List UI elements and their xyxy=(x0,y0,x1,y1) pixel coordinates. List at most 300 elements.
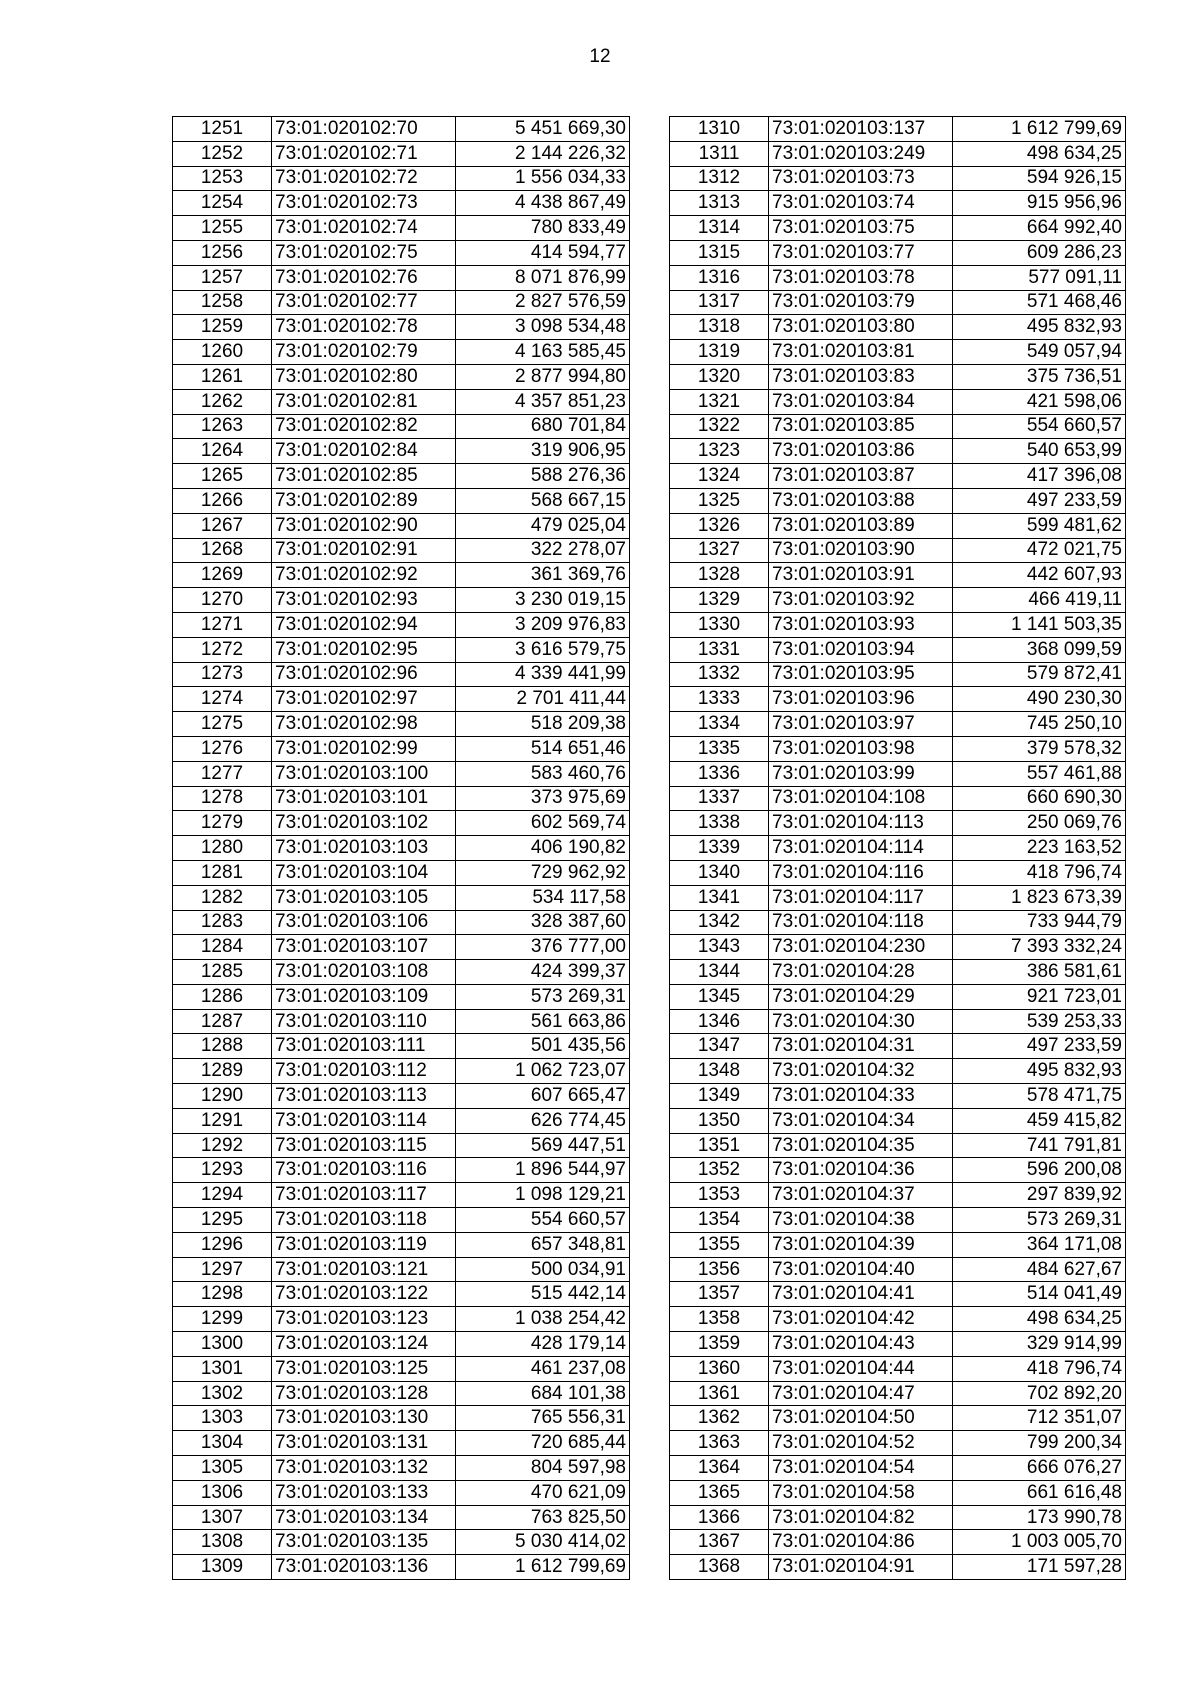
cadastral-number-cell: 73:01:020102:78 xyxy=(272,315,456,340)
table-row xyxy=(670,464,1126,489)
row-number-cell: 1297 xyxy=(173,1257,272,1282)
table-row xyxy=(173,761,630,786)
cadastral-value-cell: 609 286,23 xyxy=(953,240,1126,265)
cadastral-value-cell: 4 163 585,45 xyxy=(456,340,630,365)
table-row xyxy=(173,1356,630,1381)
row-number-cell: 1299 xyxy=(173,1307,272,1332)
table-row xyxy=(173,364,630,389)
cadastral-number-cell: 73:01:020102:80 xyxy=(272,364,456,389)
cadastral-number-cell: 73:01:020104:117 xyxy=(769,885,953,910)
table-row xyxy=(670,860,1126,885)
row-number-cell: 1312 xyxy=(670,166,769,191)
cadastral-number-cell: 73:01:020104:116 xyxy=(769,860,953,885)
cadastral-number-cell: 73:01:020103:121 xyxy=(272,1257,456,1282)
row-number-cell: 1289 xyxy=(173,1059,272,1084)
row-number-cell: 1251 xyxy=(173,117,272,142)
cadastral-number-cell: 73:01:020104:31 xyxy=(769,1034,953,1059)
row-number-cell: 1303 xyxy=(173,1406,272,1431)
table-row xyxy=(173,315,630,340)
table-row xyxy=(173,860,630,885)
cadastral-number-cell: 73:01:020103:124 xyxy=(272,1332,456,1357)
cadastral-number-cell: 73:01:020102:74 xyxy=(272,216,456,241)
cadastral-number-cell: 73:01:020104:33 xyxy=(769,1084,953,1109)
cadastral-number-cell: 73:01:020103:107 xyxy=(272,935,456,960)
cadastral-number-cell: 73:01:020103:100 xyxy=(272,761,456,786)
row-number-cell: 1283 xyxy=(173,910,272,935)
row-number-cell: 1287 xyxy=(173,1009,272,1034)
row-number-cell: 1321 xyxy=(670,389,769,414)
table-row xyxy=(670,885,1126,910)
table-row xyxy=(670,1307,1126,1332)
cadastral-number-cell: 73:01:020104:39 xyxy=(769,1232,953,1257)
table-row xyxy=(670,1505,1126,1530)
cadastral-value-cell: 171 597,28 xyxy=(953,1555,1126,1580)
row-number-cell: 1292 xyxy=(173,1133,272,1158)
row-number-cell: 1285 xyxy=(173,960,272,985)
cadastral-number-cell: 73:01:020103:94 xyxy=(769,637,953,662)
table-row xyxy=(670,1431,1126,1456)
row-number-cell: 1354 xyxy=(670,1208,769,1233)
row-number-cell: 1281 xyxy=(173,860,272,885)
table-row xyxy=(173,1431,630,1456)
row-number-cell: 1307 xyxy=(173,1505,272,1530)
cadastral-value-cell: 379 578,32 xyxy=(953,736,1126,761)
row-number-cell: 1368 xyxy=(670,1555,769,1580)
table-row xyxy=(670,1232,1126,1257)
cadastral-number-cell: 73:01:020102:75 xyxy=(272,240,456,265)
cadastral-number-cell: 73:01:020104:58 xyxy=(769,1480,953,1505)
cadastral-value-cell: 322 278,07 xyxy=(456,538,630,563)
cadastral-number-cell: 73:01:020103:77 xyxy=(769,240,953,265)
cadastral-number-cell: 73:01:020103:96 xyxy=(769,687,953,712)
cadastral-number-cell: 73:01:020102:82 xyxy=(272,414,456,439)
row-number-cell: 1304 xyxy=(173,1431,272,1456)
table-row xyxy=(173,340,630,365)
cadastral-value-cell: 497 233,59 xyxy=(953,488,1126,513)
cadastral-number-cell: 73:01:020103:118 xyxy=(272,1208,456,1233)
cadastral-value-cell: 250 069,76 xyxy=(953,811,1126,836)
cadastral-number-cell: 73:01:020103:73 xyxy=(769,166,953,191)
row-number-cell: 1343 xyxy=(670,935,769,960)
cadastral-value-cell: 1 896 544,97 xyxy=(456,1158,630,1183)
table-row xyxy=(173,662,630,687)
cadastral-value-cell: 2 144 226,32 xyxy=(456,141,630,166)
table-row xyxy=(670,191,1126,216)
table-row xyxy=(670,1257,1126,1282)
table-row xyxy=(173,513,630,538)
row-number-cell: 1351 xyxy=(670,1133,769,1158)
table-row xyxy=(670,836,1126,861)
cadastral-value-cell: 554 660,57 xyxy=(953,414,1126,439)
cadastral-number-cell: 73:01:020103:115 xyxy=(272,1133,456,1158)
row-number-cell: 1332 xyxy=(670,662,769,687)
cadastral-value-cell: 594 926,15 xyxy=(953,166,1126,191)
table-row xyxy=(173,1208,630,1233)
cadastral-value-cell: 373 975,69 xyxy=(456,786,630,811)
table-row xyxy=(670,935,1126,960)
row-number-cell: 1319 xyxy=(670,340,769,365)
table-row xyxy=(173,538,630,563)
row-number-cell: 1345 xyxy=(670,984,769,1009)
table-row xyxy=(173,712,630,737)
row-number-cell: 1367 xyxy=(670,1530,769,1555)
cadastral-value-cell: 498 634,25 xyxy=(953,1307,1126,1332)
table-row xyxy=(173,1009,630,1034)
cadastral-number-cell: 73:01:020104:34 xyxy=(769,1108,953,1133)
row-number-cell: 1279 xyxy=(173,811,272,836)
row-number-cell: 1325 xyxy=(670,488,769,513)
cadastral-number-cell: 73:01:020103:74 xyxy=(769,191,953,216)
cadastral-number-cell: 73:01:020102:76 xyxy=(272,265,456,290)
table-row xyxy=(173,1456,630,1481)
cadastral-value-cell: 657 348,81 xyxy=(456,1232,630,1257)
row-number-cell: 1267 xyxy=(173,513,272,538)
table-row xyxy=(173,736,630,761)
cadastral-value-cell: 376 777,00 xyxy=(456,935,630,960)
cadastral-number-cell: 73:01:020103:113 xyxy=(272,1084,456,1109)
row-number-cell: 1264 xyxy=(173,439,272,464)
row-number-cell: 1324 xyxy=(670,464,769,489)
row-number-cell: 1355 xyxy=(670,1232,769,1257)
cadastral-value-cell: 515 442,14 xyxy=(456,1282,630,1307)
cadastral-value-cell: 534 117,58 xyxy=(456,885,630,910)
table-row xyxy=(173,117,630,142)
cadastral-value-cell: 729 962,92 xyxy=(456,860,630,885)
table-row xyxy=(173,1158,630,1183)
cadastral-value-cell: 495 832,93 xyxy=(953,315,1126,340)
cadastral-number-cell: 73:01:020103:125 xyxy=(272,1356,456,1381)
cadastral-number-cell: 73:01:020102:96 xyxy=(272,662,456,687)
row-number-cell: 1334 xyxy=(670,712,769,737)
row-number-cell: 1344 xyxy=(670,960,769,985)
table-row xyxy=(173,265,630,290)
cadastral-number-cell: 73:01:020102:72 xyxy=(272,166,456,191)
table-row xyxy=(173,935,630,960)
row-number-cell: 1333 xyxy=(670,687,769,712)
cadastral-value-cell: 577 091,11 xyxy=(953,265,1126,290)
table-row xyxy=(173,191,630,216)
row-number-cell: 1313 xyxy=(670,191,769,216)
table-row xyxy=(173,885,630,910)
row-number-cell: 1301 xyxy=(173,1356,272,1381)
cadastral-number-cell: 73:01:020104:35 xyxy=(769,1133,953,1158)
cadastral-value-cell: 660 690,30 xyxy=(953,786,1126,811)
cadastral-value-cell: 763 825,50 xyxy=(456,1505,630,1530)
cadastral-value-cell: 1 141 503,35 xyxy=(953,612,1126,637)
table-row xyxy=(670,216,1126,241)
cadastral-number-cell: 73:01:020104:44 xyxy=(769,1356,953,1381)
row-number-cell: 1257 xyxy=(173,265,272,290)
row-number-cell: 1326 xyxy=(670,513,769,538)
row-number-cell: 1262 xyxy=(173,389,272,414)
cadastral-value-cell: 319 906,95 xyxy=(456,439,630,464)
table-row xyxy=(670,1158,1126,1183)
cadastral-value-cell: 368 099,59 xyxy=(953,637,1126,662)
cadastral-value-cell: 406 190,82 xyxy=(456,836,630,861)
cadastral-number-cell: 73:01:020103:249 xyxy=(769,141,953,166)
table-row xyxy=(670,588,1126,613)
row-number-cell: 1272 xyxy=(173,637,272,662)
cadastral-number-cell: 73:01:020103:134 xyxy=(272,1505,456,1530)
cadastral-number-cell: 73:01:020103:97 xyxy=(769,712,953,737)
row-number-cell: 1357 xyxy=(670,1282,769,1307)
table-row xyxy=(670,513,1126,538)
row-number-cell: 1347 xyxy=(670,1034,769,1059)
row-number-cell: 1298 xyxy=(173,1282,272,1307)
row-number-cell: 1322 xyxy=(670,414,769,439)
table-row xyxy=(670,166,1126,191)
row-number-cell: 1356 xyxy=(670,1257,769,1282)
row-number-cell: 1266 xyxy=(173,488,272,513)
cadastral-value-cell: 573 269,31 xyxy=(953,1208,1126,1233)
table-row xyxy=(670,910,1126,935)
table-row xyxy=(670,389,1126,414)
table-row xyxy=(173,984,630,1009)
cadastral-number-cell: 73:01:020103:112 xyxy=(272,1059,456,1084)
table-row xyxy=(670,1108,1126,1133)
cadastral-number-cell: 73:01:020103:109 xyxy=(272,984,456,1009)
row-number-cell: 1339 xyxy=(670,836,769,861)
row-number-cell: 1335 xyxy=(670,736,769,761)
row-number-cell: 1256 xyxy=(173,240,272,265)
row-number-cell: 1295 xyxy=(173,1208,272,1233)
table-row xyxy=(173,588,630,613)
cadastral-number-cell: 73:01:020103:119 xyxy=(272,1232,456,1257)
cadastral-number-cell: 73:01:020103:89 xyxy=(769,513,953,538)
table-row xyxy=(173,389,630,414)
cadastral-value-cell: 495 832,93 xyxy=(953,1059,1126,1084)
row-number-cell: 1270 xyxy=(173,588,272,613)
cadastral-number-cell: 73:01:020103:104 xyxy=(272,860,456,885)
row-number-cell: 1275 xyxy=(173,712,272,737)
cadastral-value-cell: 539 253,33 xyxy=(953,1009,1126,1034)
row-number-cell: 1261 xyxy=(173,364,272,389)
table-row xyxy=(173,439,630,464)
table-row xyxy=(173,1059,630,1084)
table-row xyxy=(173,687,630,712)
table-row xyxy=(670,662,1126,687)
cadastral-value-cell: 461 237,08 xyxy=(456,1356,630,1381)
table-row xyxy=(173,612,630,637)
cadastral-number-cell: 73:01:020102:85 xyxy=(272,464,456,489)
cadastral-value-cell: 459 415,82 xyxy=(953,1108,1126,1133)
cadastral-number-cell: 73:01:020103:86 xyxy=(769,439,953,464)
table-row xyxy=(670,960,1126,985)
table-row xyxy=(670,240,1126,265)
cadastral-number-cell: 73:01:020103:133 xyxy=(272,1480,456,1505)
cadastral-number-cell: 73:01:020103:103 xyxy=(272,836,456,861)
cadastral-value-cell: 375 736,51 xyxy=(953,364,1126,389)
row-number-cell: 1346 xyxy=(670,1009,769,1034)
cadastral-number-cell: 73:01:020102:89 xyxy=(272,488,456,513)
cadastral-value-cell: 328 387,60 xyxy=(456,910,630,935)
row-number-cell: 1286 xyxy=(173,984,272,1009)
cadastral-number-cell: 73:01:020104:50 xyxy=(769,1406,953,1431)
row-number-cell: 1306 xyxy=(173,1480,272,1505)
cadastral-value-cell: 557 461,88 xyxy=(953,761,1126,786)
row-number-cell: 1310 xyxy=(670,117,769,142)
table-row xyxy=(173,1307,630,1332)
row-number-cell: 1320 xyxy=(670,364,769,389)
table-row xyxy=(173,240,630,265)
table-row xyxy=(670,340,1126,365)
cadastral-value-cell: 680 701,84 xyxy=(456,414,630,439)
cadastral-number-cell: 73:01:020103:102 xyxy=(272,811,456,836)
cadastral-value-cell: 498 634,25 xyxy=(953,141,1126,166)
cadastral-number-cell: 73:01:020104:118 xyxy=(769,910,953,935)
row-number-cell: 1263 xyxy=(173,414,272,439)
table-row xyxy=(173,1530,630,1555)
row-number-cell: 1296 xyxy=(173,1232,272,1257)
table-row xyxy=(173,216,630,241)
row-number-cell: 1282 xyxy=(173,885,272,910)
row-number-cell: 1353 xyxy=(670,1183,769,1208)
row-number-cell: 1271 xyxy=(173,612,272,637)
row-number-cell: 1259 xyxy=(173,315,272,340)
row-number-cell: 1277 xyxy=(173,761,272,786)
cadastral-value-cell: 588 276,36 xyxy=(456,464,630,489)
cadastral-value-cell: 4 339 441,99 xyxy=(456,662,630,687)
cadastral-value-cell: 1 612 799,69 xyxy=(456,1555,630,1580)
table-row xyxy=(670,612,1126,637)
row-number-cell: 1284 xyxy=(173,935,272,960)
row-number-cell: 1360 xyxy=(670,1356,769,1381)
cadastral-number-cell: 73:01:020104:42 xyxy=(769,1307,953,1332)
table-row xyxy=(670,1208,1126,1233)
table-row xyxy=(670,1381,1126,1406)
cadastral-number-cell: 73:01:020103:123 xyxy=(272,1307,456,1332)
cadastral-value-cell: 472 021,75 xyxy=(953,538,1126,563)
row-number-cell: 1308 xyxy=(173,1530,272,1555)
table-row xyxy=(173,464,630,489)
row-number-cell: 1328 xyxy=(670,563,769,588)
cadastral-value-cell: 418 796,74 xyxy=(953,1356,1126,1381)
cadastral-value-cell: 579 872,41 xyxy=(953,662,1126,687)
cadastral-table-left xyxy=(172,116,630,1580)
cadastral-number-cell: 73:01:020102:77 xyxy=(272,290,456,315)
table-row xyxy=(173,166,630,191)
cadastral-value-cell: 418 796,74 xyxy=(953,860,1126,885)
row-number-cell: 1280 xyxy=(173,836,272,861)
cadastral-value-cell: 780 833,49 xyxy=(456,216,630,241)
row-number-cell: 1300 xyxy=(173,1332,272,1357)
table-row xyxy=(670,1059,1126,1084)
row-number-cell: 1366 xyxy=(670,1505,769,1530)
cadastral-value-cell: 424 399,37 xyxy=(456,960,630,985)
cadastral-number-cell: 73:01:020102:73 xyxy=(272,191,456,216)
table-row xyxy=(670,414,1126,439)
row-number-cell: 1288 xyxy=(173,1034,272,1059)
row-number-cell: 1305 xyxy=(173,1456,272,1481)
row-number-cell: 1314 xyxy=(670,216,769,241)
row-number-cell: 1278 xyxy=(173,786,272,811)
cadastral-number-cell: 73:01:020103:135 xyxy=(272,1530,456,1555)
cadastral-number-cell: 73:01:020104:32 xyxy=(769,1059,953,1084)
cadastral-value-cell: 602 569,74 xyxy=(456,811,630,836)
row-number-cell: 1348 xyxy=(670,1059,769,1084)
cadastral-value-cell: 364 171,08 xyxy=(953,1232,1126,1257)
table-row xyxy=(670,563,1126,588)
cadastral-value-cell: 1 003 005,70 xyxy=(953,1530,1126,1555)
cadastral-number-cell: 73:01:020103:116 xyxy=(272,1158,456,1183)
cadastral-value-cell: 442 607,93 xyxy=(953,563,1126,588)
cadastral-value-cell: 484 627,67 xyxy=(953,1257,1126,1282)
cadastral-number-cell: 73:01:020103:105 xyxy=(272,885,456,910)
row-number-cell: 1258 xyxy=(173,290,272,315)
cadastral-number-cell: 73:01:020103:130 xyxy=(272,1406,456,1431)
table-row xyxy=(173,1480,630,1505)
table-row xyxy=(670,141,1126,166)
row-number-cell: 1311 xyxy=(670,141,769,166)
table-row xyxy=(670,1133,1126,1158)
cadastral-number-cell: 73:01:020104:40 xyxy=(769,1257,953,1282)
cadastral-number-cell: 73:01:020103:83 xyxy=(769,364,953,389)
table-row xyxy=(173,1084,630,1109)
row-number-cell: 1265 xyxy=(173,464,272,489)
table-row xyxy=(670,364,1126,389)
cadastral-value-cell: 3 209 976,83 xyxy=(456,612,630,637)
page-number: 12 xyxy=(589,46,611,67)
row-number-cell: 1254 xyxy=(173,191,272,216)
cadastral-number-cell: 73:01:020104:43 xyxy=(769,1332,953,1357)
table-row xyxy=(173,1257,630,1282)
cadastral-number-cell: 73:01:020104:113 xyxy=(769,811,953,836)
table-row xyxy=(173,1108,630,1133)
cadastral-value-cell: 571 468,46 xyxy=(953,290,1126,315)
cadastral-value-cell: 578 471,75 xyxy=(953,1084,1126,1109)
table-row xyxy=(670,1282,1126,1307)
table-row xyxy=(670,712,1126,737)
cadastral-value-cell: 490 230,30 xyxy=(953,687,1126,712)
table-row xyxy=(670,1555,1126,1580)
row-number-cell: 1253 xyxy=(173,166,272,191)
cadastral-number-cell: 73:01:020103:98 xyxy=(769,736,953,761)
cadastral-number-cell: 73:01:020104:36 xyxy=(769,1158,953,1183)
cadastral-value-cell: 421 598,06 xyxy=(953,389,1126,414)
cadastral-value-cell: 804 597,98 xyxy=(456,1456,630,1481)
cadastral-number-cell: 73:01:020102:90 xyxy=(272,513,456,538)
table-row xyxy=(670,439,1126,464)
cadastral-number-cell: 73:01:020104:29 xyxy=(769,984,953,1009)
row-number-cell: 1359 xyxy=(670,1332,769,1357)
table-row xyxy=(173,1232,630,1257)
row-number-cell: 1363 xyxy=(670,1431,769,1456)
cadastral-number-cell: 73:01:020103:88 xyxy=(769,488,953,513)
cadastral-value-cell: 173 990,78 xyxy=(953,1505,1126,1530)
cadastral-value-cell: 417 396,08 xyxy=(953,464,1126,489)
table-row xyxy=(670,1084,1126,1109)
table-row xyxy=(670,488,1126,513)
cadastral-number-cell: 73:01:020103:81 xyxy=(769,340,953,365)
cadastral-number-cell: 73:01:020104:86 xyxy=(769,1530,953,1555)
cadastral-number-cell: 73:01:020103:132 xyxy=(272,1456,456,1481)
cadastral-value-cell: 414 594,77 xyxy=(456,240,630,265)
cadastral-number-cell: 73:01:020103:131 xyxy=(272,1431,456,1456)
cadastral-value-cell: 664 992,40 xyxy=(953,216,1126,241)
row-number-cell: 1274 xyxy=(173,687,272,712)
table-row xyxy=(670,984,1126,1009)
cadastral-value-cell: 661 616,48 xyxy=(953,1480,1126,1505)
cadastral-number-cell: 73:01:020104:82 xyxy=(769,1505,953,1530)
cadastral-number-cell: 73:01:020103:91 xyxy=(769,563,953,588)
cadastral-number-cell: 73:01:020102:99 xyxy=(272,736,456,761)
row-number-cell: 1329 xyxy=(670,588,769,613)
cadastral-value-cell: 4 357 851,23 xyxy=(456,389,630,414)
cadastral-value-cell: 554 660,57 xyxy=(456,1208,630,1233)
cadastral-number-cell: 73:01:020103:136 xyxy=(272,1555,456,1580)
row-number-cell: 1327 xyxy=(670,538,769,563)
row-number-cell: 1260 xyxy=(173,340,272,365)
